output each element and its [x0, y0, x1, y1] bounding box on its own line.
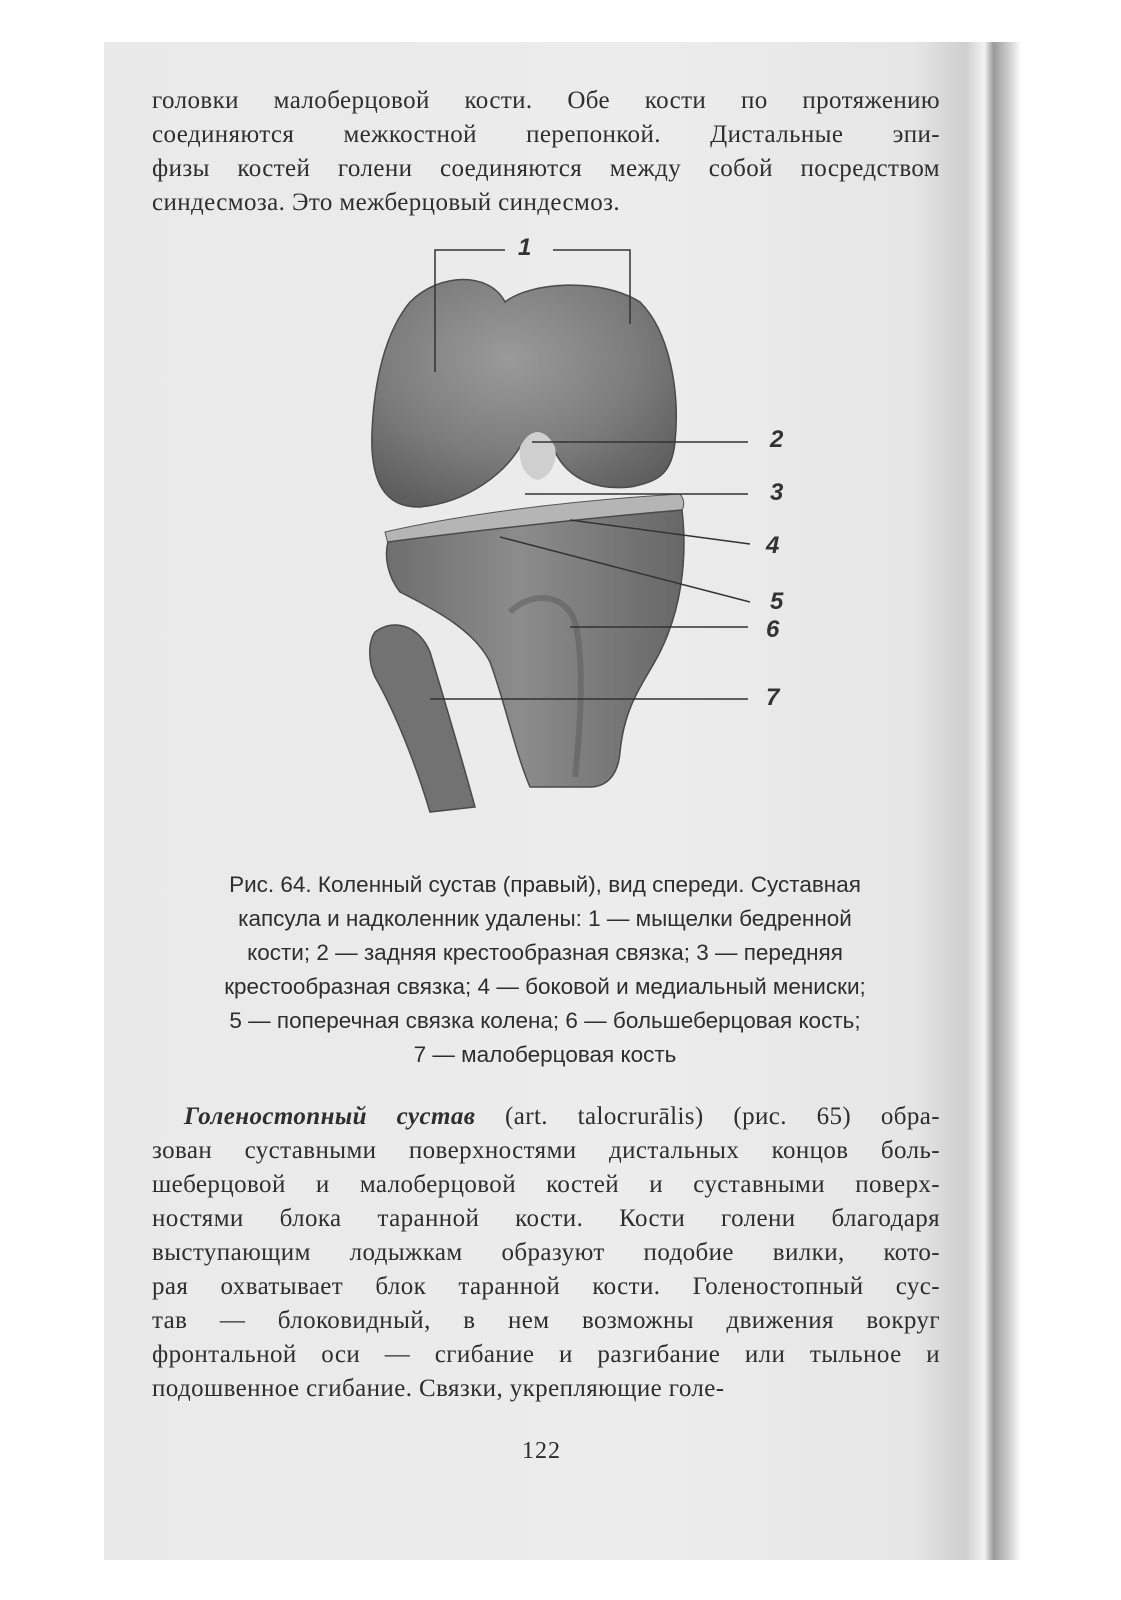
caption-line: 5 — поперечная связка колена; 6 — большеберцовая кость;: [229, 1008, 861, 1033]
callout-7: 7: [766, 684, 780, 711]
callout-2: 2: [770, 426, 784, 453]
text-line: соединяются межкостной перепонкой. Дистальные эпи-: [152, 121, 940, 148]
caption-line: Рис. 64. Коленный сустав (правый), вид спереди. Суставная: [229, 872, 861, 897]
text-line: [152, 1100, 940, 1134]
text-line: головки малоберцовой кости. Обе кости по протяжению: [152, 87, 940, 114]
text-line: выступающим лодыжкам образуют подобие вилки, кото-: [152, 1239, 940, 1266]
text-line: зован суставными поверхностями дистальных концов боль-: [152, 1137, 940, 1164]
section-lead-term: Голеностопный сустав: [184, 1103, 476, 1130]
caption-line: 7 — малоберцовая кость: [413, 1042, 677, 1067]
text-line: синдесмоза. Это межберцовый синдесмоз.: [152, 189, 621, 216]
caption-line: капсула и надколенник удалены: 1 — мыщелки бедренной: [238, 906, 852, 931]
caption-line: крестообразная связка; 4 — боковой и медиальный мениски;: [224, 974, 866, 999]
top-paragraph: [152, 84, 940, 220]
callout-5: 5: [770, 588, 784, 615]
page-number: 122: [522, 1438, 561, 1464]
text-line: рая охватывает блок таранной кости. Голеностопный сус-: [152, 1273, 940, 1300]
figure-caption: [150, 868, 940, 1072]
callout-1: 1: [518, 234, 532, 261]
text-line: ностями блока таранной кости. Кости голени благодаря: [152, 1205, 940, 1232]
text-line: фронтальной оси — сгибание и разгибание или тыльное и: [152, 1341, 940, 1368]
text-line: тав — блоковидный, в нем возможны движения вокруг: [152, 1307, 940, 1334]
bottom-paragraph: [152, 1100, 940, 1406]
caption-line: кости; 2 — задняя крестообразная связка; 3 — передняя: [247, 940, 843, 965]
callout-4: 4: [766, 532, 780, 559]
first-line-rest: (art. talocrurālis) (рис. 65) обра-: [475, 1103, 941, 1130]
text-line: физы костей голени соединяются между собой посредством: [152, 155, 940, 182]
callout-6: 6: [766, 616, 780, 643]
fibula: [370, 625, 475, 812]
callout-3: 3: [770, 479, 784, 506]
knee-joint-illustration: [300, 232, 820, 832]
knee-joint-figure: [300, 232, 820, 832]
text-line: шеберцовой и малоберцовой костей и суставными поверх-: [152, 1171, 940, 1198]
text-line: подошвенное сгибание. Связки, укрепляющие голе-: [152, 1375, 725, 1402]
